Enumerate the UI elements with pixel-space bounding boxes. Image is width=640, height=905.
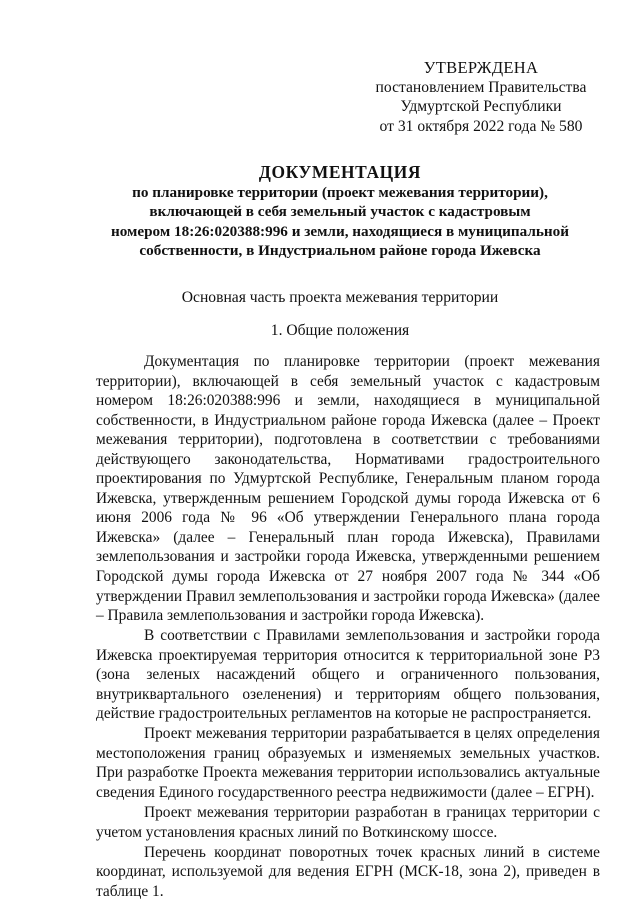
body-paragraph-1: Документация по планировке территории (проект межевания территории), включающей в себя земельный участок с кадастровым номером 18:26:020388:996 и земли, находящиеся в муниципальной собственности, в Индустриальном районе города Ижевска (далее – Проект межевания территории), подготовлена в соответствии с требованиями действующего законодательства, Нормативами градостроительного проектирования по Удмуртской Республике, Генеральным планом города Ижевска, утвержденным решением Городской думы города Ижевска от 6 июня 2006 года № 96 «Об утверждении Генерального плана города Ижевска» (далее – Генеральный план города Ижевска), Правилами землепользования и застройки города Ижевска, утвержденными решением Городской думы города Ижевска от 27 ноября 2007 года № 344 «Об утверждении Правил землепользования и застройки города Ижевска» (далее – Правила землепользования и застройки города Ижевска). — [96, 353, 600, 625]
body-paragraph-3: Проект межевания территории разрабатывается в целях определения местоположения границ образуемых и изменяемых земельных участков. При разработке Проекта межевания территории использовались актуальные сведения Единого государственного реестра недвижимости (далее – ЕГРН). — [96, 725, 600, 802]
document-title-main: ДОКУМЕНТАЦИЯ — [258, 162, 422, 182]
section-heading: 1. Общие положения — [270, 322, 410, 339]
body-paragraph-4: Проект межевания территории разработан в границах территории с учетом установления красных линий по Воткинскому шоссе. — [96, 804, 600, 841]
document-title-line-3: номером 18:26:020388:996 и земли, находящиеся в муниципальной — [110, 222, 570, 240]
document-title-line-4: собственности, в Индустриальном районе города Ижевска — [139, 242, 541, 260]
document-body — [96, 352, 600, 901]
document-title-line-2: включающей в себя земельный участок с кадастровым — [149, 203, 531, 221]
approval-stamp-block — [360, 58, 602, 136]
body-paragraph-2: В соответствии с Правилами землепользования и застройки города Ижевска проектируемая территория относится к территориальной зоне Р3 (зона зеленых насаждений общего и ограниченного пользования, внутриквартального озеленения) и территориям общего пользования, действие градостроительных регламентов на которые не распространяется. — [96, 627, 600, 723]
approval-heading: УТВЕРЖДЕНА — [423, 58, 539, 77]
body-paragraph-5: Перечень координат поворотных точек красных линий в системе координат, используемой для ведения ЕГРН (МСК-18, зона 2), приведен в таблице 1. — [96, 843, 600, 900]
part-heading: Основная часть проекта межевания территории — [181, 289, 499, 306]
approval-line-2: Удмуртской Республики — [400, 98, 562, 115]
document-title-line-1: по планировке территории (проект межевания территории), — [132, 184, 548, 201]
approval-line-1: постановлением Правительства — [375, 78, 587, 96]
approval-line-3: от 31 октября 2022 года № 580 — [379, 117, 583, 135]
document-title — [96, 161, 584, 261]
